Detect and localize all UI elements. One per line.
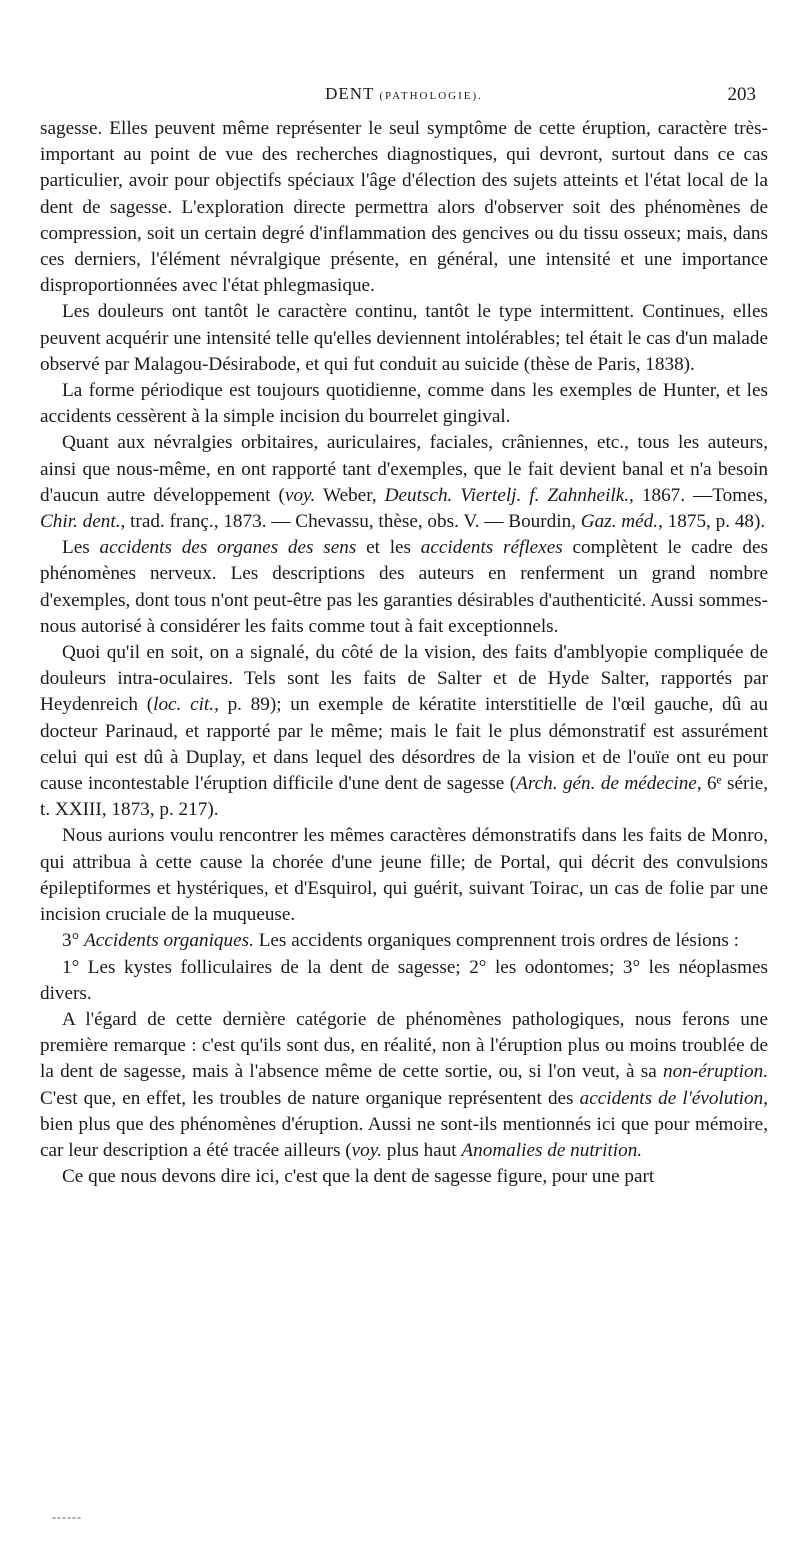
italic-run: accidents réflexes (420, 537, 563, 559)
italic-run: Deutsch. Viertelj. f. Zahnheilk. (384, 484, 630, 506)
text-run: 3° (62, 930, 85, 952)
text-run: , p. 89); un exemple de kératite interstitielle de l'œil gauche, dû au docteur Parinaud, et rapporté par le même; mais le fait le plus démonstratif est assurément celui qui est dû à Duplay, et dans lequel des désordres de la vision et de l'ouïe ont eu pour cause incontestable l'éruption difficile d'une dent de sagesse ( (40, 694, 768, 795)
running-title-main: DENT (325, 84, 375, 103)
text-run: sagesse. Elles peuvent même représenter le seul symptôme de cette éruption, caractère très-important au point de vue des recherches diagnostiques, qui devront, surtout dans ce cas particulier, avoir pour objectifs spéciaux l'âge d'élection des sujets atteints et l'état local de la dent de sagesse. L'exploration directe permettra alors d'observer soit des phénomènes de compression, soit un certain degré d'inflammation des gencives ou du tissu osseux; mais, dans ces derniers, l'élément névralgique présente, en général, une intensité et une importance disproportionnées avec l'état phlegmasique. (40, 118, 768, 297)
italic-run: Anomalies de nutrition. (461, 1139, 643, 1161)
text-run: Les accidents organiques comprennent trois ordres de lésions : (253, 930, 739, 952)
italic-run: voy. (351, 1139, 382, 1161)
text-run: Quant aux névralgies orbitaires, auriculaires, faciales, crâniennes, etc., tous les auteurs, ainsi que nous-même, en ont rapporté tant d'exemples, que le fait devient banal et n'a besoin d'aucun autre développement ( (40, 432, 768, 506)
page-header (40, 84, 768, 110)
italic-run: voy. (284, 484, 316, 506)
paragraph (40, 640, 768, 823)
italic-run: Accidents organiques. (84, 930, 254, 952)
footer-mark: ------ (52, 1510, 82, 1524)
italic-run: accidents des organes des sens (99, 537, 357, 559)
text-run: et les (356, 537, 421, 559)
text-run: Les (62, 537, 100, 559)
text-run: , 1867. —Tomes, (629, 484, 768, 506)
paragraph (40, 430, 768, 535)
paragraph (40, 535, 768, 640)
paragraph (40, 299, 768, 378)
paragraph (40, 116, 768, 299)
body-text (40, 116, 768, 1190)
italic-run: Gaz. méd. (580, 511, 659, 533)
page-number: 203 (727, 84, 756, 105)
text-run: Quoi qu'il en soit, on a signalé, du côté de la vision, des faits d'amblyopie compliquée de douleurs intra-oculaires. Tels sont les faits de Salter et de Hyde Salter, rapportés par Heydenreich ( (40, 642, 768, 716)
text-run: 1° Les kystes folliculaires de la dent de sagesse; 2° les odontomes; 3° les néoplasmes divers. (40, 956, 768, 1004)
text-run: complètent le cadre des phénomènes nerveux. Les descriptions des auteurs en renferment un grand nombre d'exemples, dont tous n'ont peut-être pas les garanties désirables d'authenticité. Aussi sommes-nous autorisé à considérer les faits comme tout à fait exceptionnels. (40, 537, 768, 637)
text-run: , 1875, p. 48). (658, 511, 766, 533)
text-run: plus haut (382, 1139, 462, 1161)
text-run: La forme périodique est toujours quotidienne, comme dans les exemples de Hunter, et les accidents cessèrent à la simple incision du bourrelet gingival. (40, 380, 768, 428)
italic-run: accidents de l'évolution (579, 1087, 764, 1109)
text-run: Ce que nous devons dire ici, c'est que la dent de sagesse figure, pour une part (62, 1166, 655, 1188)
text-run: Les douleurs ont tantôt le caractère continu, tantôt le type intermittent. Continues, elles peuvent acquérir une intensité telle qu'elles deviennent intolérables; tel était le cas d'un malade observé par Malagou-Désirabode, et qui fut conduit au suicide (thèse de Paris, 1838). (40, 301, 768, 375)
text-run: , bien plus que des phénomènes d'éruption. Aussi ne sont-ils mentionnés ici que pour mémoire, car leur description a été tracée ailleurs ( (40, 1087, 768, 1161)
paragraph (40, 928, 768, 954)
text-run: , 6ᵉ série, t. XXIII, 1873, p. 217). (40, 773, 769, 821)
text-run: Weber, (315, 484, 385, 506)
italic-run: Arch. gén. de médecine (516, 773, 697, 795)
paragraph (40, 378, 768, 430)
italic-run: loc. cit. (153, 694, 215, 716)
paragraph (40, 955, 768, 1007)
text-run: C'est que, en effet, les troubles de nature organique représentent des (40, 1087, 580, 1109)
italic-run: Chir. dent. (40, 511, 121, 533)
running-title (40, 84, 768, 104)
text-run: Nous aurions voulu rencontrer les mêmes caractères démonstratifs dans les faits de Monro, qui attribua à cette cause la chorée d'une jeune fille; de Portal, qui décrit des convulsions épileptiformes et hystériques, et d'Esquirol, qui guérit, suivant Toirac, un cas de folie par une incision cruciale de la muqueuse. (40, 825, 768, 926)
running-title-subtitle: (PATHOLOGIE). (379, 90, 483, 102)
text-run: A l'égard de cette dernière catégorie de phénomènes pathologiques, nous ferons une première remarque : c'est qu'ils sont dus, en réalité, non à l'éruption plus ou moins troublée de la dent de sagesse, mais à l'absence même de cette sortie, ou, si l'on veut, à sa (40, 1008, 768, 1083)
paragraph (40, 1164, 768, 1190)
text-run: , trad. franç., 1873. — Chevassu, thèse, obs. V. — Bourdin, (120, 511, 581, 533)
paragraph (40, 823, 768, 928)
paragraph (40, 1007, 768, 1164)
italic-run: non-éruption. (663, 1061, 768, 1083)
